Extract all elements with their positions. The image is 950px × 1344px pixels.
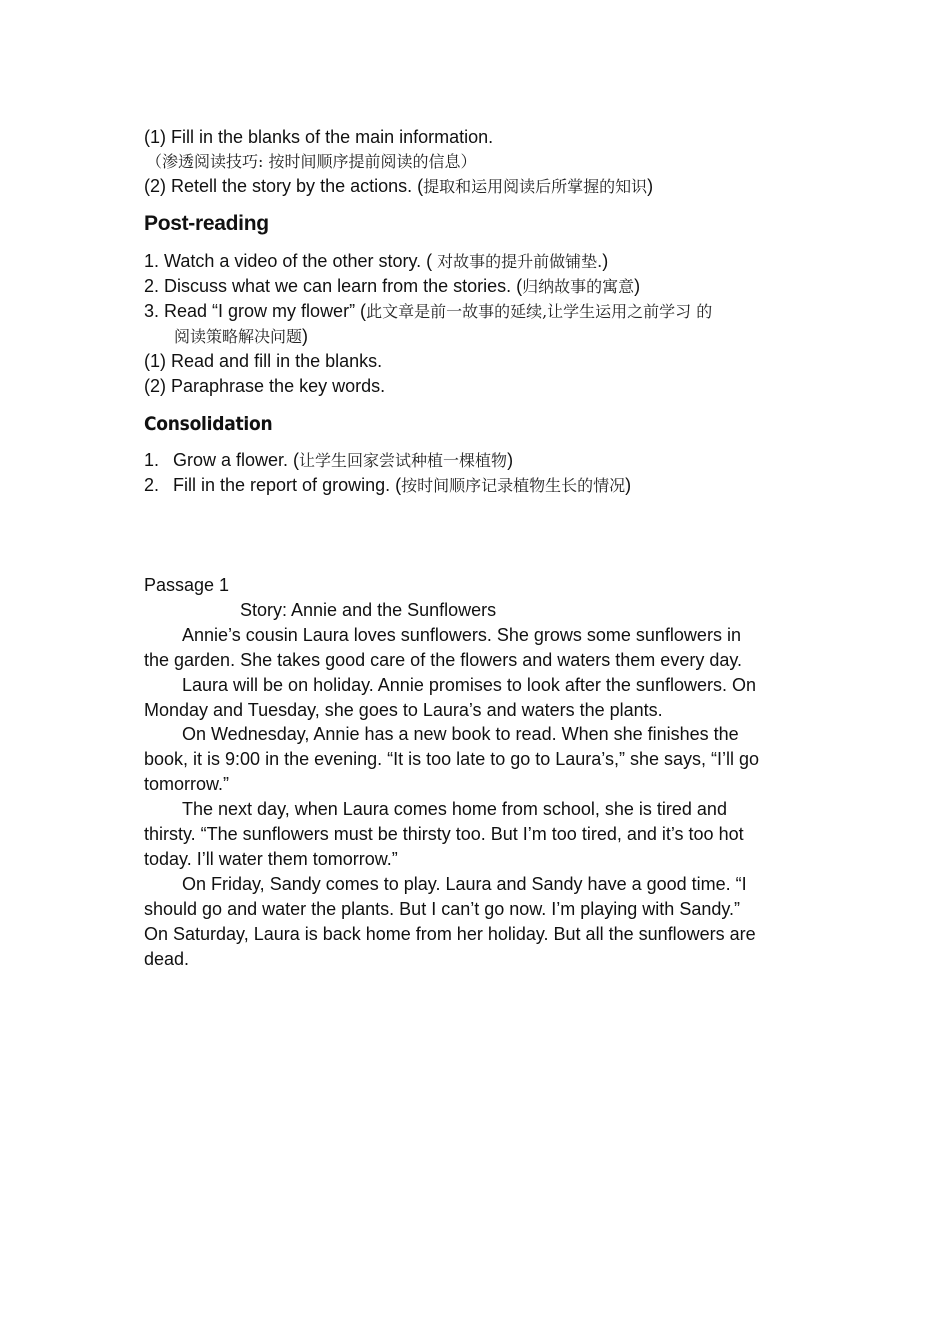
item-note: 对故事的提升前做铺垫. <box>437 252 603 271</box>
item-text: Fill in the report of growing. ( <box>173 475 402 495</box>
consolidation-heading: Consolidation <box>144 413 273 435</box>
while-reading-item-1: (1) Fill in the blanks of the main information. <box>144 127 494 147</box>
item-text: 2. Discuss what we can learn from the stories. ( <box>144 276 523 296</box>
item-close: ) <box>625 475 632 495</box>
post-reading-sub-item-1: (1) Read and fill in the blanks. <box>144 351 383 371</box>
passage-line: On Saturday, Laura is back home from her holiday. But all the sunflowers are <box>144 924 756 944</box>
passage-line: On Wednesday, Annie has a new book to read. When she finishes the <box>182 724 739 744</box>
passage-line: thirsty. “The sunflowers must be thirsty too. But I’m too tired, and it’s too hot <box>144 824 744 844</box>
passage-label: Passage 1 <box>144 575 230 595</box>
item-note: 按时间顺序记录植物生长的情况 <box>401 476 626 495</box>
passage-line: the garden. She takes good care of the flowers and waters them every day. <box>144 650 743 670</box>
post-reading-heading: Post-reading <box>144 212 269 235</box>
item-note: 让学生回家尝试种植一棵植物 <box>299 451 508 470</box>
while-reading-item-2 <box>144 174 653 199</box>
item-note: 归纳故事的寓意 <box>522 277 635 296</box>
post-reading-item-3 <box>144 299 712 324</box>
item-note: 提取和运用阅读后所掌握的知识 <box>423 177 648 196</box>
passage-line: book, it is 9:00 in the evening. “It is too late to go to Laura’s,” she says, “I’ll go <box>144 749 760 769</box>
post-reading-item-3-continued <box>174 324 308 349</box>
post-reading-sub-item-2: (2) Paraphrase the key words. <box>144 376 386 396</box>
post-reading-item-2 <box>144 274 640 299</box>
consolidation-item-1 <box>144 448 513 473</box>
while-reading-item-1-note: （渗透阅读技巧: 按时间顺序提前阅读的信息） <box>146 152 477 171</box>
item-close: ) <box>647 176 654 196</box>
item-close: ) <box>507 450 514 470</box>
passage-line: dead. <box>144 949 190 969</box>
item-close: ) <box>634 276 641 296</box>
passage-line: Laura will be on holiday. Annie promises to look after the sunflowers. On <box>182 675 756 695</box>
passage-line: tomorrow.” <box>144 774 230 794</box>
post-reading-item-1 <box>144 249 608 274</box>
consolidation-item-2 <box>144 473 631 498</box>
passage-line: Annie’s cousin Laura loves sunflowers. She grows some sunflowers in <box>182 625 741 645</box>
passage-line: On Friday, Sandy comes to play. Laura and Sandy have a good time. “I <box>182 874 747 894</box>
passage-line: should go and water the plants. But I can’t go now. I’m playing with Sandy.” <box>144 899 741 919</box>
item-close: ) <box>302 326 309 346</box>
item-note: 此文章是前一故事的延续,让学生运用之前学习 的 <box>366 302 713 321</box>
item-close: ) <box>602 251 609 271</box>
item-number: 1. <box>144 450 160 470</box>
story-title: Story: Annie and the Sunflowers <box>240 600 497 620</box>
item-text: 3. Read “I grow my flower” ( <box>144 301 367 321</box>
passage-line: Monday and Tuesday, she goes to Laura’s and waters the plants. <box>144 700 663 720</box>
item-text: Grow a flower. ( <box>173 450 300 470</box>
item-number: 2. <box>144 475 160 495</box>
item-text: 1. Watch a video of the other story. ( <box>144 251 438 271</box>
item-text: (2) Retell the story by the actions. ( <box>144 176 424 196</box>
item-note: 阅读策略解决问题 <box>174 327 303 346</box>
passage-line: today. I’ll water them tomorrow.” <box>144 849 398 869</box>
passage-line: The next day, when Laura comes home from school, she is tired and <box>182 799 727 819</box>
